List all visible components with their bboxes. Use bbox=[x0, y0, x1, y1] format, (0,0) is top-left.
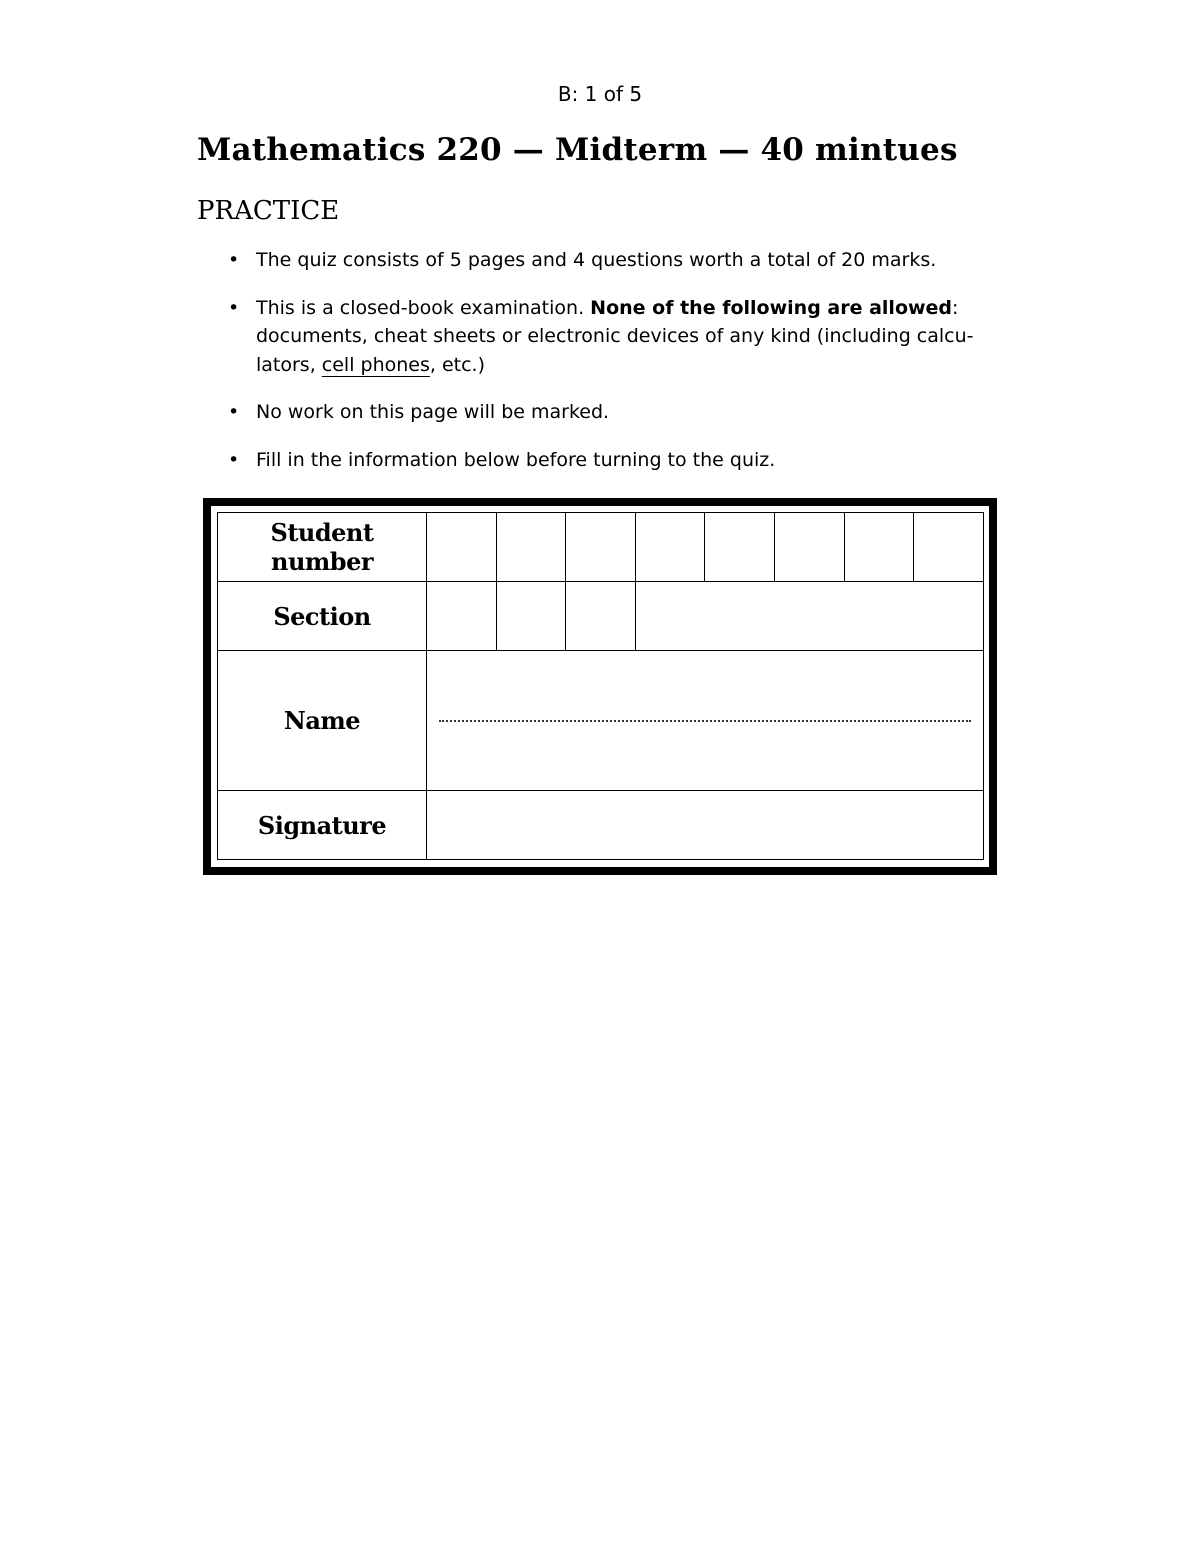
student-number-digit-box[interactable] bbox=[427, 513, 497, 582]
name-dotted-line bbox=[439, 720, 971, 722]
section-digit-box[interactable] bbox=[427, 582, 497, 651]
section-row bbox=[218, 582, 984, 651]
section-label: Section bbox=[218, 582, 427, 651]
section-digit-box[interactable] bbox=[566, 582, 636, 651]
instruction-item bbox=[228, 446, 1008, 475]
student-number-row bbox=[218, 513, 984, 582]
instruction-item bbox=[228, 398, 1008, 427]
student-number-digit-box[interactable] bbox=[705, 513, 775, 582]
student-number-digit-box[interactable] bbox=[914, 513, 984, 582]
signature-field[interactable] bbox=[427, 791, 984, 860]
instruction-text: The quiz consists of 5 pages and 4 questions worth a total of 20 marks. bbox=[256, 249, 937, 271]
section-blank-area bbox=[635, 582, 983, 651]
student-number-digit-box[interactable] bbox=[566, 513, 636, 582]
name-label: Name bbox=[218, 651, 427, 791]
instruction-text: No work on this page will be marked. bbox=[256, 401, 610, 423]
instruction-text: This is a closed-book examination. bbox=[256, 296, 591, 319]
instruction-underlined: cell phones bbox=[321, 353, 430, 376]
exam-title: Mathematics 220 — Midterm — 40 mintues bbox=[197, 132, 958, 168]
name-field[interactable] bbox=[427, 651, 984, 791]
instruction-item bbox=[228, 246, 1008, 275]
instruction-text: : documents, cheat sheets or electronic devices of any kind (including calcu-lators, bbox=[256, 296, 974, 376]
instruction-item bbox=[228, 294, 1008, 380]
student-number-label: Student number bbox=[218, 513, 427, 582]
instruction-emphasis: None of the following are allowed bbox=[590, 296, 953, 319]
exam-subtitle: PRACTICE bbox=[197, 196, 340, 226]
student-info-table bbox=[217, 512, 984, 860]
bullet: • bbox=[228, 249, 240, 271]
instruction-text: Fill in the information below before turning to the quiz. bbox=[256, 448, 776, 471]
student-number-digit-box[interactable] bbox=[635, 513, 705, 582]
name-row bbox=[218, 651, 984, 791]
signature-label: Signature bbox=[218, 791, 427, 860]
page-indicator: B: 1 of 5 bbox=[557, 82, 643, 106]
student-number-digit-box[interactable] bbox=[844, 513, 914, 582]
instructions-list bbox=[228, 246, 1008, 493]
student-number-digit-box[interactable] bbox=[496, 513, 566, 582]
bullet: • bbox=[228, 448, 240, 471]
bullet: • bbox=[228, 296, 240, 319]
bullet: • bbox=[228, 401, 240, 423]
signature-row bbox=[218, 791, 984, 860]
student-info-form bbox=[203, 498, 997, 875]
instruction-text: , etc.) bbox=[429, 353, 486, 376]
section-digit-box[interactable] bbox=[496, 582, 566, 651]
student-number-digit-box[interactable] bbox=[774, 513, 844, 582]
